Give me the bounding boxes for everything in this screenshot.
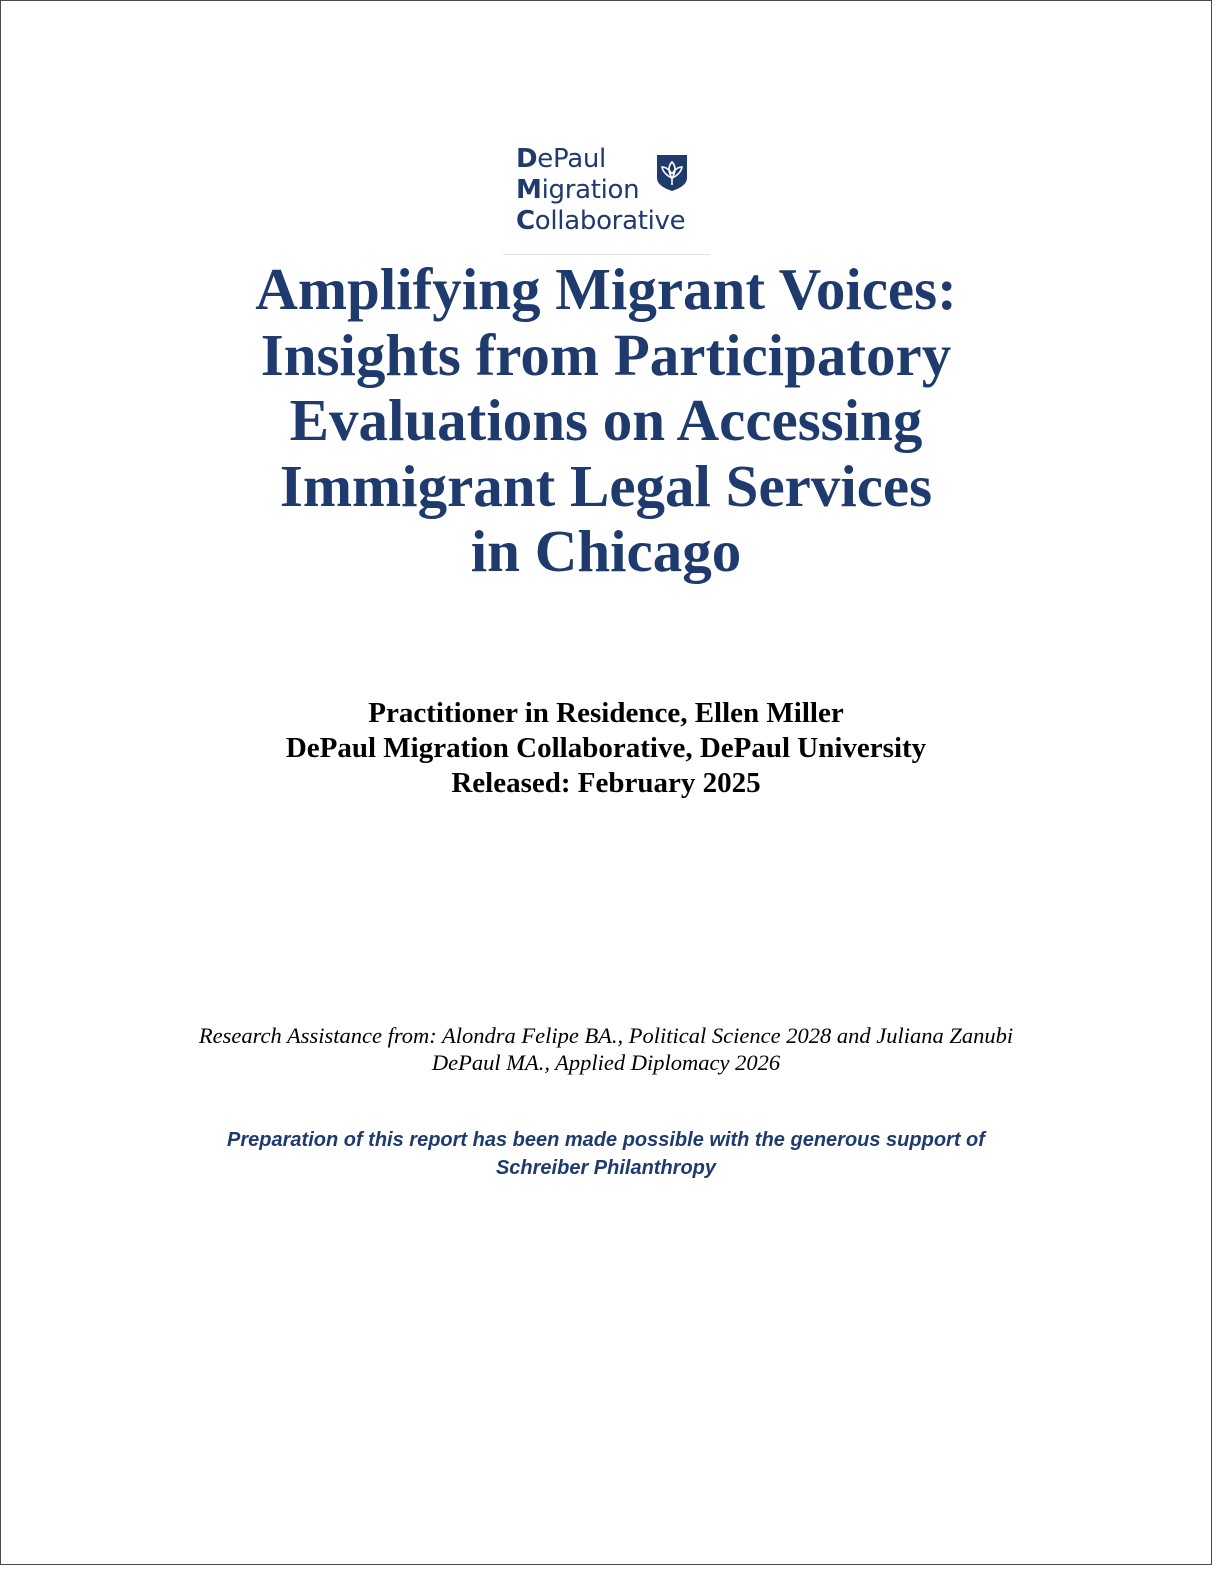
support-acknowledgement [106,1126,1106,1182]
title-line-4: Immigrant Legal Services [279,452,933,519]
logo-line-collaborative: Collaborative [516,206,686,236]
research-line-2: DePaul MA., Applied Diplomacy 2026 [431,1050,781,1075]
title-line-5: in Chicago [470,518,742,584]
title-line-1: Amplifying Migrant Voices: [255,256,957,322]
report-title [206,257,1006,585]
shield-icon [656,154,688,192]
title-line-3: Evaluations on Accessing [289,387,923,453]
logo-line-migration: Migration [516,175,640,205]
author-affiliation: DePaul Migration Collaborative, DePaul University [285,732,927,764]
research-line-1: Research Assistance from: Alondra Felipe BA., Political Science 2028 and Juliana Zanubi [198,1023,1014,1048]
release-date: Released: February 2025 [451,767,761,799]
support-line-2: Schreiber Philanthropy [495,1157,717,1179]
research-assistance [106,1022,1106,1076]
logo-divider [503,254,710,255]
author-block [106,696,1106,801]
support-line-1: Preparation of this report has been made possible with the generous support of [227,1129,985,1151]
depaul-migration-collaborative-logo [516,144,716,244]
logo-line-depaul: DePaul [516,144,606,174]
author-role: Practitioner in Residence, Ellen Miller [368,697,844,729]
title-line-2: Insights from Participatory [260,321,952,388]
